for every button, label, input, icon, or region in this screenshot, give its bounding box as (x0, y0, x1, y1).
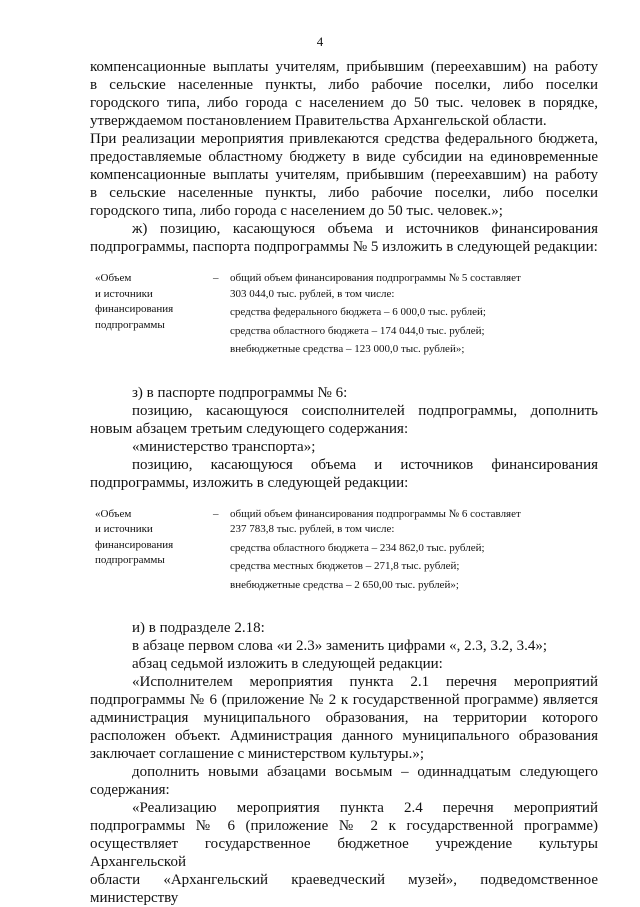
text-line: подпрограммы, изложить в следующей редакции: (90, 474, 409, 491)
text-line: и) в подразделе 2.18: (132, 620, 265, 636)
text-line: области «Архангельский краеведческий музей», подведомственное министерству (90, 872, 598, 906)
passport-line: средства областного бюджета – 234 862,0 тыс. рублей; (230, 541, 485, 554)
text-line: утверждаемом постановлением Правительства Архангельской области. (90, 113, 547, 129)
passport-line: общий объем финансирования подпрограммы № 5 составляет (230, 272, 521, 284)
text-line: городского типа, либо города с населением до 50 тыс. человек.»; (90, 203, 503, 219)
text-line: в сельские населенные пункты, либо рабочие поселки, либо поселки (90, 185, 598, 201)
passport-line: внебюджетные средства – 123 000,0 тыс. рублей»; (230, 343, 465, 355)
text-line: «Реализацию мероприятия пункта 2.4 перечня мероприятий (132, 800, 598, 816)
passport-line: средства областного бюджета – 174 044,0 тыс. рублей; (230, 324, 485, 337)
text-line: компенсационные выплаты учителям, прибывшим (переехавшим) на работу (90, 59, 598, 75)
text-line: администрация муниципального образования, на территории которого (90, 710, 598, 726)
text-line: подпрограммы, паспорта подпрограммы № 5 изложить в следующей редакции: (90, 239, 598, 255)
text-line: городского типа, либо города с населением до 50 тыс. человек в порядке, (90, 95, 598, 111)
passport-content (230, 271, 598, 361)
text-line: подпрограммы № 6 (приложение № 2 к государственной программе) является (90, 692, 598, 708)
text-line: з) в паспорте подпрограммы № 6: (132, 384, 348, 401)
document-body (90, 58, 598, 907)
passport-block-5 (95, 271, 598, 361)
passport-dash: – (213, 272, 219, 284)
text-line: «Исполнителем мероприятия пункта 2.1 перечня мероприятий (132, 674, 598, 690)
text-line: позицию, касающуюся соисполнителей подпрограммы, дополнить (132, 402, 598, 419)
text-line: содержания: (90, 782, 170, 798)
text-line: в абзаце первом слова «и 2.3» заменить цифрами «, 2.3, 3.2, 3.4»; (132, 638, 548, 654)
text-line: «министерство транспорта»; (132, 438, 316, 455)
passport-line: общий объем финансирования подпрограммы № 6 составляет (230, 507, 521, 520)
passport-line: средства федерального бюджета – 6 000,0 тыс. рублей; (230, 306, 486, 318)
section-i (90, 619, 598, 907)
text-line: заключает соглашение с министерством культуры.»; (90, 746, 425, 762)
passport-line: 237 783,8 тыс. рублей, в том числе: (230, 523, 395, 535)
text-line: осуществляет государственное бюджетное учреждение культуры Архангельской (90, 836, 598, 870)
passport-content (230, 507, 598, 597)
section-z (90, 384, 598, 492)
text-line: При реализации мероприятия привлекаются средства федерального бюджета, (90, 131, 598, 147)
passport-block-6 (95, 507, 598, 597)
text-line: новым абзацем третьим следующего содержания: (90, 420, 409, 437)
passport-line: внебюджетные средства – 2 650,00 тыс. рублей»; (230, 578, 459, 591)
text-line: в сельские населенные пункты, либо рабочие поселки, либо поселки (90, 77, 598, 93)
text-line: ж) позицию, касающуюся объема и источников финансирования (132, 221, 598, 237)
passport-line: 303 044,0 тыс. рублей, в том числе: (230, 287, 395, 300)
text-line: компенсационные выплаты учителям, прибывшим (переехавшим) на работу (90, 167, 598, 183)
passport-dash: – (213, 507, 219, 520)
text-line: позицию, касающуюся объема и источников финансирования (132, 456, 598, 473)
text-line: абзац седьмой изложить в следующей редакции: (132, 656, 443, 672)
text-line: подпрограммы № 6 (приложение № 2 к государственной программе) (90, 818, 598, 834)
passport-label: «Объем и источники финансирования подпрограммы (95, 507, 174, 566)
text-line: дополнить новыми абзацами восьмым – одиннадцатым следующего (132, 764, 598, 780)
text-line: предоставляемые областному бюджету в виде субсидии на единовременные (90, 149, 598, 165)
page-number: 4 (316, 34, 324, 49)
passport-label: «Объем и источники финансирования подпрограммы (95, 272, 174, 331)
text-line: расположен объект. Администрация данного муниципального образования (90, 728, 598, 744)
passport-line: средства местных бюджетов – 271,8 тыс. рублей; (230, 560, 460, 572)
